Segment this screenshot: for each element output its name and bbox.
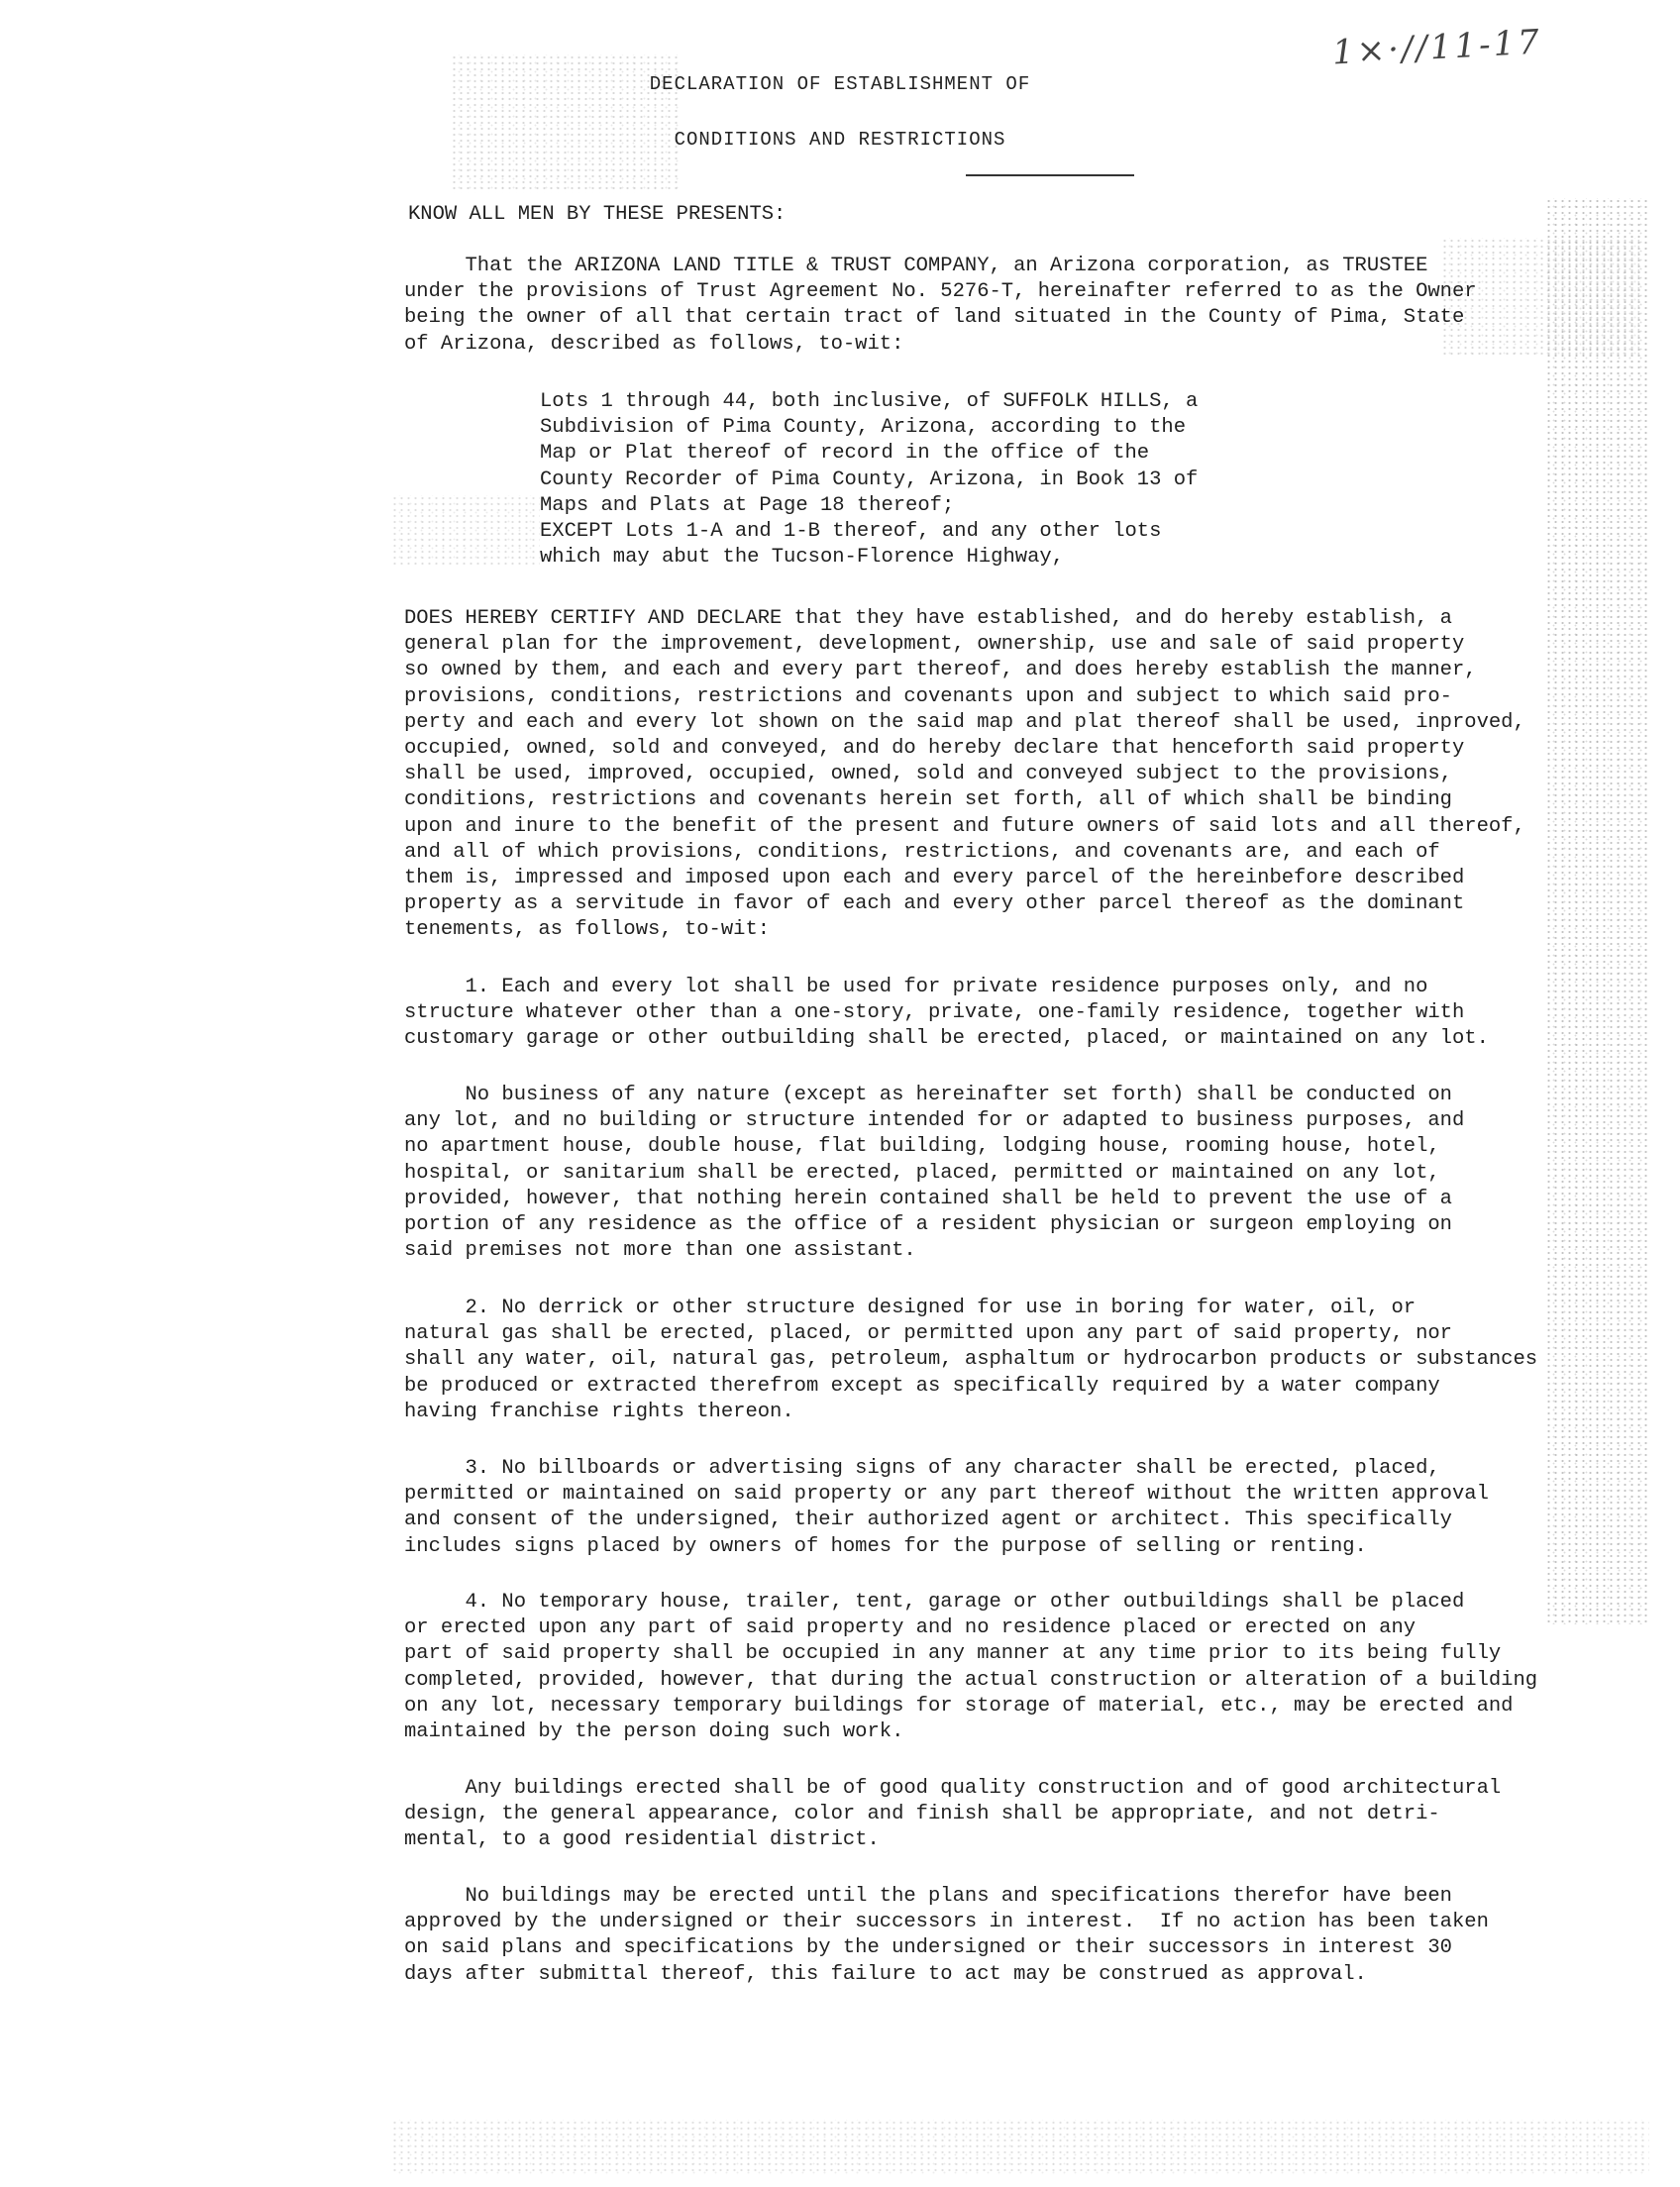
clause-1: 1. Each and every lot shall be used for private residence purposes only, and no structure whatever other than a one-story, private, one-family residence, together with customary garage or other outbuilding shall be erected, placed, or maintained on any lot. <box>404 976 1489 1051</box>
opening-heading: KNOW ALL MEN BY THESE PRESENTS: <box>408 203 787 226</box>
intro-paragraph: That the ARIZONA LAND TITLE & TRUST COMPANY, an Arizona corporation, as TRUSTEE under the provisions of Trust Agreement No. 5276-T, hereinafter referred to as the Owner being the owner of all that certain tract of land situated in the County of Pima, State of Arizona, described as follows, to-wit: <box>404 255 1477 356</box>
clause-3: 3. No billboards or advertising signs of any character shall be erected, placed, permitted or maintained on said property or any part thereof without the written approval and consent of the undersigned, their authorized agent or architect. This specifically includes signs placed by owners of homes for the purpose of selling or renting. <box>404 1457 1489 1558</box>
declaration-paragraph: DOES HEREBY CERTIFY AND DECLARE that they have established, and do hereby establish, a general plan for the improvement, development, ownership, use and sale of said property so owned by them, and each and every part thereof, and does hereby establish the manner, provisions, conditions, restrictions and covenants upon and subject to which said pro- perty and each and every lot shown on the said map and plat thereof shall be used, inproved, occupied, owned, sold and conveyed, and do hereby declare that henceforth said property shall be used, improved, occupied, owned, sold and conveyed subject to the provisions, conditions, restrictions and covenants herein set forth, all of which shall be binding upon and inure to the benefit of the present and future owners of said lots and all thereof, and all of which provisions, conditions, restrictions, and covenants are, and each of them is, impressed and imposed upon each and every parcel of the hereinbefore described property as a servitude in favor of each and every other parcel thereof as the dominant tenements, as follows, to-wit: <box>404 607 1525 942</box>
handwritten-note: 1×·//11-17 <box>1331 22 1543 73</box>
clause-2: 2. No derrick or other structure designed for use in boring for water, oil, or natural gas shall be erected, placed, or permitted upon any part of said property, nor shall any water, oil, natural gas, petroleum, asphaltum or hydrocarbon products or substances be produced or extracted therefrom except as specifically required by a water company having franchise rights thereon. <box>404 1297 1538 1423</box>
scan-speckle-bottom <box>391 2120 1649 2174</box>
clause-4: 4. No temporary house, trailer, tent, garage or other outbuildings shall be placed or erected upon any part of said property and no residence placed or erected on any part of said property shall be occupied in any manner at any time prior to its being fully completed, provided, however, that during the actual construction or alteration of a building on any lot, necessary temporary buildings for storage of material, etc., may be erected and maintained by the person doing such work. <box>404 1591 1538 1744</box>
document-title: DECLARATION OF ESTABLISHMENT OF <box>649 73 1031 95</box>
title-underline <box>966 174 1134 176</box>
clause-4-plan-approval: No buildings may be erected until the plans and specifications therefor have been approved by the undersigned or their successors in interest. If no action has been taken on said plans and specifications by the undersigned or their successors in interest 30 days after submittal thereof, this failure to act may be construed as approval. <box>404 1885 1489 1986</box>
legal-description: Lots 1 through 44, both inclusive, of SUFFOLK HILLS, a Subdivision of Pima County, Arizona, according to the Map or Plat thereof of record in the office of the County Recorder of Pima County, Arizona, in Book 13 of Maps and Plats at Page 18 thereof; EXCEPT Lots 1-A and 1-B thereof, and any other lots which may abut the Tucson-Florence Highway, <box>540 390 1199 570</box>
clause-1-business: No business of any nature (except as hereinafter set forth) shall be conducted on any lot, and no building or structure intended for or adapted to business purposes, and no apartment house, double house, flat building, lodging house, rooming house, hotel, hospital, or sanitarium shall be erected, placed, permitted or maintained on any lot, provided, however, that nothing herein contained shall be held to prevent the use of a portion of any residence as the office of a resident physician or surgeon employing on said premises not more than one assistant. <box>404 1084 1465 1263</box>
document-subtitle: CONDITIONS AND RESTRICTIONS <box>674 129 1006 151</box>
scan-speckle-left-middle <box>391 495 540 565</box>
clause-4-construction-quality: Any buildings erected shall be of good quality construction and of good architectural design, the general appearance, color and finish shall be appropriate, and not detri- mental, to a good residential district. <box>404 1777 1502 1852</box>
